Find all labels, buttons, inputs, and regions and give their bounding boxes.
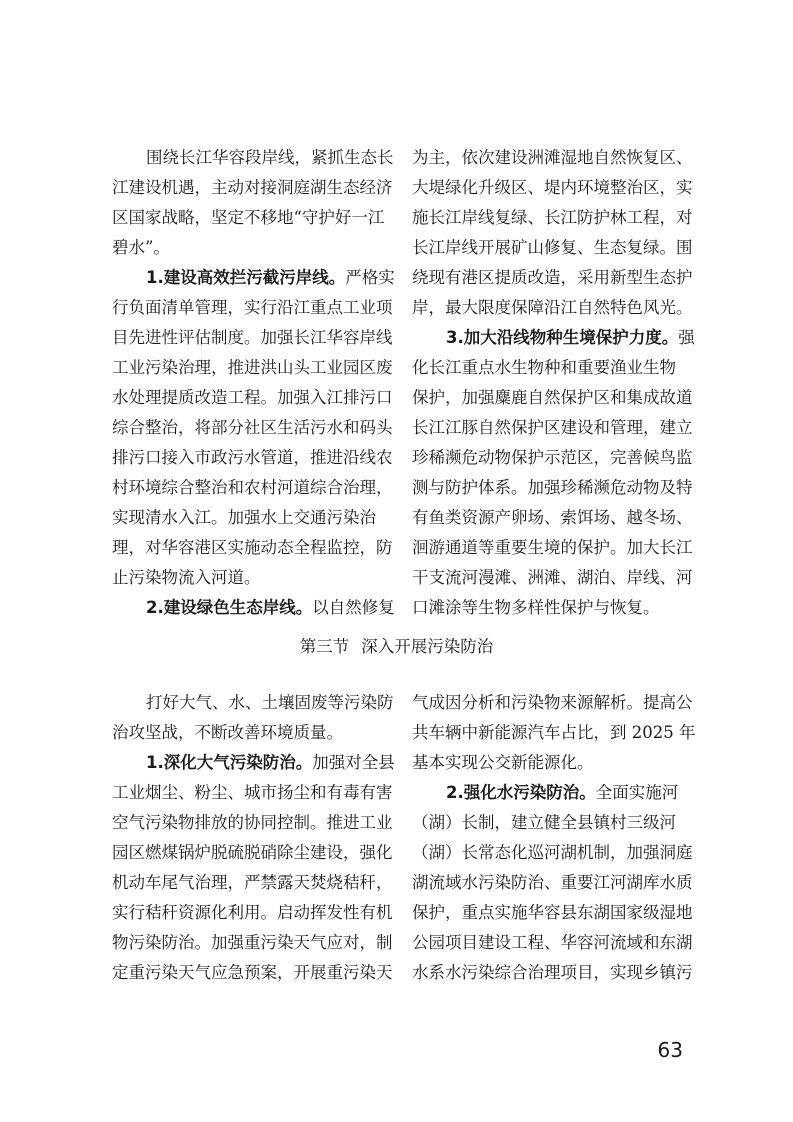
text-run: 严格实 bbox=[345, 268, 395, 287]
text-line: 实行秸秆资源化利用。启动挥发性有机 bbox=[112, 903, 393, 922]
column-top-right bbox=[412, 143, 695, 623]
paragraph-heading-line bbox=[412, 323, 695, 353]
text-line: 大堤绿化升级区、堤内环境整治区，实 bbox=[412, 178, 693, 197]
section-title: 深入开展污染防治 bbox=[361, 637, 494, 656]
text-line: 园区燃煤锅炉脱硫脱硝除尘建设，强化 bbox=[112, 843, 393, 862]
text-line: 理，对华容港区实施动态全程监控，防 bbox=[112, 538, 393, 557]
text-line: 碧水”。 bbox=[112, 238, 170, 257]
text-line: 水系水污染综合治理项目，实现乡镇污 bbox=[412, 963, 693, 982]
text-line: 围绕长江华容段岸线，紧抓生态长 bbox=[146, 148, 394, 167]
text-line: 保护，重点实施华容县东湖国家级湿地 bbox=[412, 903, 693, 922]
subheading: 3.加大沿线物种生境保护力度。 bbox=[446, 328, 679, 347]
text-line: 综合整治，将部分社区生活污水和码头 bbox=[112, 418, 393, 437]
text-line: 区国家战略，坚定不移地“守护好一江 bbox=[112, 208, 385, 227]
text-line: 测与防护体系。加强珍稀濒危动物及特 bbox=[412, 478, 693, 497]
text-line: 公园项目建设工程、华容河流域和东湖 bbox=[412, 933, 693, 952]
text-line: 施长江岸线复绿、长江防护林工程，对 bbox=[412, 208, 693, 227]
text-line: 物污染防治。加强重污染天气应对，制 bbox=[112, 933, 393, 952]
text-line: 岸，最大限度保障沿江自然特色风光。 bbox=[412, 298, 693, 317]
paragraph-heading-line bbox=[112, 263, 395, 293]
column-bottom-left bbox=[112, 688, 395, 988]
text-line: 机动车尾气治理，严禁露天焚烧秸秆， bbox=[112, 873, 393, 892]
text-line: 保护，加强麋鹿自然保护区和集成故道 bbox=[412, 388, 693, 407]
text-line: 干支流河漫滩、洲滩、湖泊、岸线、河 bbox=[412, 568, 693, 587]
text-line: 化长江重点水生物种和重要渔业生物 bbox=[412, 358, 676, 377]
text-line: 工业污染治理，推进洪山头工业园区废 bbox=[112, 358, 393, 377]
text-line: 行负面清单管理，实行沿江重点工业项 bbox=[112, 298, 393, 317]
text-line: 长江岸线开展矿山修复、生态复绿。围 bbox=[412, 238, 693, 257]
text-line: 绕现有港区提质改造，采用新型生态护 bbox=[412, 268, 693, 287]
section-heading bbox=[0, 632, 793, 662]
column-bottom-right bbox=[412, 688, 696, 988]
text-line: 水处理提质改造工程。加强入江排污口 bbox=[112, 388, 393, 407]
text-line: 工业烟尘、粉尘、城市扬尘和有毒有害 bbox=[112, 783, 393, 802]
text-line: 排污口接入市政污水管道，推进沿线农 bbox=[112, 448, 393, 467]
paragraph-heading-line bbox=[412, 778, 682, 808]
subheading: 1.深化大气污染防治。 bbox=[146, 753, 313, 772]
subheading: 1.建设高效拦污截污岸线。 bbox=[146, 268, 346, 287]
text-line: 基本实现公交新能源化。 bbox=[412, 753, 594, 772]
text-line: 空气污染物排放的协同控制。推进工业 bbox=[112, 813, 393, 832]
text-line: 实现清水入江。加强水上交通污染治 bbox=[112, 508, 376, 527]
text-line: 为主，依次建设洲滩湿地自然恢复区、 bbox=[412, 148, 693, 167]
text-line: 口滩涂等生物多样性保护与恢复。 bbox=[412, 598, 660, 617]
page-number: 63 bbox=[657, 1038, 683, 1062]
text-line: 治攻坚战，不断改善环境质量。 bbox=[112, 723, 343, 742]
subheading: 2.强化水污染防治。 bbox=[446, 783, 596, 802]
text-run: 加强对全县 bbox=[312, 753, 395, 772]
paragraph-heading-line bbox=[112, 748, 395, 778]
text-line: 长江江豚自然保护区建设和管理，建立 bbox=[412, 418, 693, 437]
text-line: 珍稀濒危动物保护示范区，完善候鸟监 bbox=[412, 448, 693, 467]
text-line: 共车辆中新能源汽车占比，到 2025 年 bbox=[412, 723, 696, 742]
text-line: 村环境综合整治和农村河道综合治理， bbox=[112, 478, 393, 497]
column-top-left bbox=[112, 143, 395, 623]
text-line: 止污染物流入河道。 bbox=[112, 568, 261, 587]
paragraph-heading-line bbox=[112, 593, 395, 623]
text-line: 气成因分析和污染物来源解析。提高公 bbox=[412, 693, 693, 712]
text-line: 有鱼类资源产卵场、索饵场、越冬场、 bbox=[412, 508, 693, 527]
text-run: 全面实施河 bbox=[595, 783, 679, 802]
text-run: 强 bbox=[678, 328, 695, 347]
text-line: 湖流域水污染防治、重要江河湖库水质 bbox=[412, 873, 693, 892]
text-run: 以自然修复 bbox=[312, 598, 395, 617]
text-line: （湖）长常态化巡河湖机制，加强洞庭 bbox=[412, 843, 693, 862]
text-line: 江建设机遇，主动对接洞庭湖生态经济 bbox=[112, 178, 393, 197]
text-line: 目先进性评估制度。加强长江华容岸线 bbox=[112, 328, 393, 347]
text-line: 洄游通道等重要生境的保护。加大长江 bbox=[412, 538, 693, 557]
text-line: （湖）长制，建立健全县镇村三级河 bbox=[412, 813, 676, 832]
subheading: 2.建设绿色生态岸线。 bbox=[146, 598, 313, 617]
text-line: 定重污染天气应急预案，开展重污染天 bbox=[112, 963, 393, 982]
section-number: 第三节 bbox=[299, 637, 350, 656]
text-line: 打好大气、水、土壤固废等污染防 bbox=[146, 693, 394, 712]
